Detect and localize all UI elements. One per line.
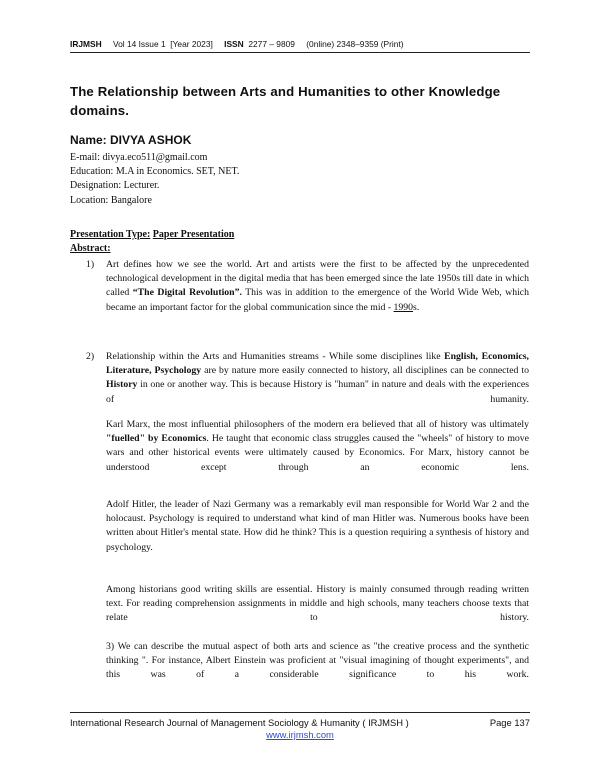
header-journal: IRJMSH xyxy=(70,39,102,49)
item-text: in one or another way. This is because History is "human" in nature and deals with the experiences of humanity. xyxy=(106,379,529,405)
presentation-type-value: Paper Presentation xyxy=(152,229,235,240)
author-name: Name: DIVYA ASHOK xyxy=(70,133,192,147)
header-divider xyxy=(70,52,530,53)
item-text: are by nature more easily connected to history, all disciplines can be connected to xyxy=(201,365,529,377)
item-text: s. xyxy=(413,301,420,313)
header-issn-online: (0nline) 2348–9359 (Print) xyxy=(306,39,404,49)
footer-website-link[interactable]: www.irjmsh.com xyxy=(266,729,334,740)
presentation-type xyxy=(70,229,234,240)
paragraph-hitler xyxy=(106,498,529,555)
abstract-heading: Abstract: xyxy=(70,243,111,254)
item-text: Art defines how we see the world. Art and artists were the first to be affected by the unprecedented technological development in the digital media that has been emerged since the late 1950s till date in which called xyxy=(106,259,529,299)
header-issn-print: 2277 – 9809 xyxy=(248,39,295,49)
paragraph-text: Among historians good writing skills are essential. History is mainly consumed through reading written text. For reading comprehension assignments in middle and high schools, many teachers choose texts that relate to history. xyxy=(106,584,529,624)
author-designation: Designation: Lecturer. xyxy=(70,180,160,192)
paragraph-text: Karl Marx, the most influential philosophers of the modern era believed that all of history was ultimately xyxy=(106,419,529,430)
paper-title: The Relationship between Arts and Humanities to other Knowledge domains. xyxy=(70,84,501,118)
author-info xyxy=(70,151,239,208)
paragraph-text: Adolf Hitler, the leader of Nazi Germany was a remarkably evil man responsible for World War 2 and the holocaust. Psychology is required to understand what kind of man Hitler was. Numerous books have been written about Hitler's mental state. How did he think? This is a question requiring a synthesis of history and psychology. xyxy=(106,499,529,553)
footer-journal-name: International Research Journal of Management Sociology & Humanity ( IRJMSH ) xyxy=(70,717,409,728)
item-emphasis: English, Economics, Literature, Psychology xyxy=(106,351,529,377)
item-underlined: 1990 xyxy=(393,301,414,313)
abstract-item-1 xyxy=(86,258,529,315)
item-number: 1) xyxy=(86,259,95,270)
item-emphasis: History xyxy=(106,379,138,391)
footer-divider xyxy=(70,712,530,713)
header-issn-label: ISSN xyxy=(224,39,244,49)
author-email: E-mail: divya.eco511@gmail.com xyxy=(70,152,208,163)
author-location: Location: Bangalore xyxy=(70,194,152,206)
abstract-item-3 xyxy=(106,640,529,683)
running-header xyxy=(70,39,530,49)
item-number: 2) xyxy=(86,351,95,362)
author-education: Education: M.A in Economics. SET, NET. xyxy=(70,166,240,178)
paragraph-text: . He taught that economic class struggles caused the "wheels" of history to move wars and other historical events were ultimately caused by Economics. For Marx, history cannot be understood except through an economic lens. xyxy=(106,433,529,473)
page-number: Page 137 xyxy=(489,717,530,728)
paragraph-emphasis: "fuelled" by Economics xyxy=(106,433,207,445)
item-text: This was in addition to the emergence of the World Wide Web, which became an important factor for the global communication since the mid - xyxy=(106,287,529,313)
item-emphasis: “The Digital Revolution”. xyxy=(132,287,242,299)
running-footer xyxy=(70,717,530,728)
header-volume: Vol 14 Issue 1 xyxy=(112,39,166,49)
paragraph-marx xyxy=(106,418,529,475)
paragraph-text: 3) We can describe the mutual aspect of both arts and science as "the creative process and the synthetic thinking ". For instance, Albert Einstein was proficient at "visual imagining of thought experiments", and this was of a considerable significance to his work. xyxy=(106,641,529,681)
presentation-type-label: Presentation Type: xyxy=(70,229,151,240)
abstract-item-2 xyxy=(86,350,529,407)
paragraph-historians xyxy=(106,583,529,626)
header-year: [Year 2023] xyxy=(170,39,213,49)
item-text: Relationship within the Arts and Humanities streams - While some disciplines like xyxy=(106,351,445,362)
